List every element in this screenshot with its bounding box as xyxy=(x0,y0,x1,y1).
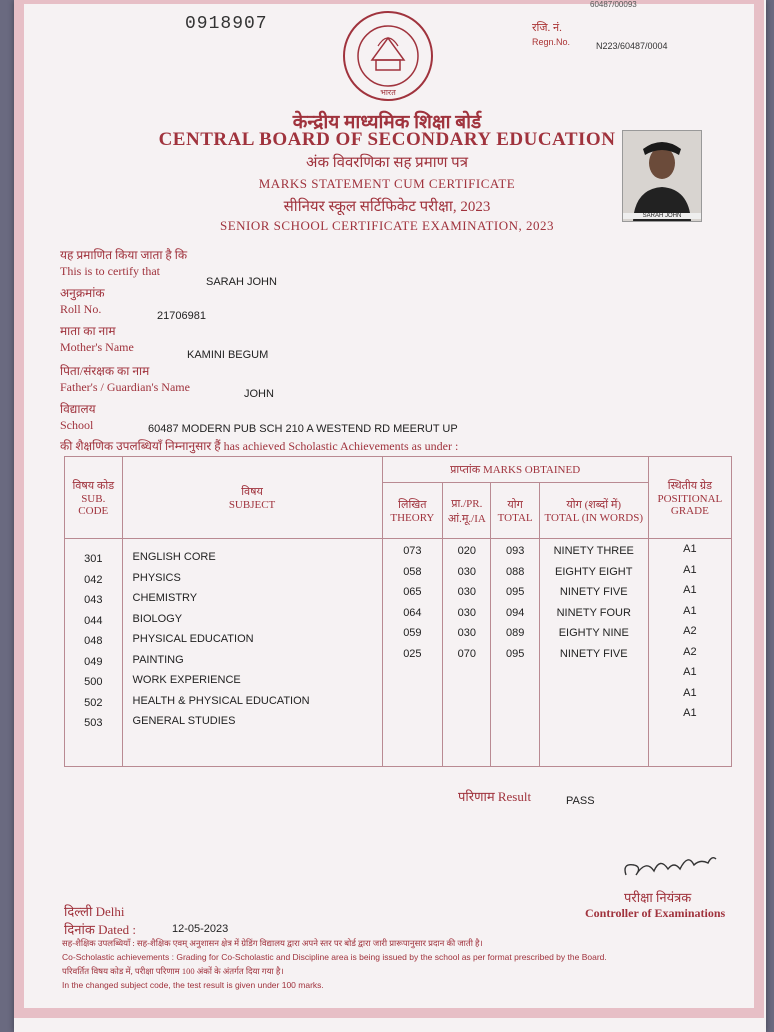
board-name-hindi: केन्द्रीय माध्यमिक शिक्षा बोर्ड xyxy=(292,112,482,133)
regn-label: Regn.No. xyxy=(532,37,571,47)
practical-cell: 030 xyxy=(457,586,477,598)
code-cell: 048 xyxy=(84,635,103,647)
total-cell: 089 xyxy=(505,627,525,639)
serial-number: 0918907 xyxy=(185,14,268,34)
student-photo xyxy=(622,130,702,222)
col-header-grade xyxy=(648,457,731,539)
top-number: 60487/00093 xyxy=(590,0,637,9)
practical-cell: 030 xyxy=(457,565,477,578)
col-header-code xyxy=(65,457,123,539)
date-label: दिनांक Dated : xyxy=(64,922,136,937)
words-cell: EIGHTY NINE xyxy=(558,627,629,639)
father-label-hindi: पिता/संरक्षक का नाम xyxy=(60,364,150,378)
words-column xyxy=(539,539,648,767)
col-header-practical-line1: प्रा./PR. xyxy=(451,497,483,510)
subject-cell: PAINTING xyxy=(132,653,184,666)
total-column xyxy=(491,539,539,767)
theory-cell: 058 xyxy=(403,565,422,578)
col-header-total-en: TOTAL xyxy=(497,512,533,524)
col-header-total xyxy=(491,483,539,539)
marks-table xyxy=(64,456,732,767)
col-header-words xyxy=(539,483,648,539)
col-header-words-hindi: योग (शब्दों में) xyxy=(566,499,622,511)
footnote-1: Co-Scholastic achievements : Grading for Co-Scholastic and Discipline area is being issued by the school as per format prescribed by the Board. xyxy=(62,952,607,962)
subject-cell: PHYSICAL EDUCATION xyxy=(132,633,254,645)
regn-label-hindi: रजि. नं. xyxy=(532,22,562,34)
achievements-intro: की शैक्षणिक उपलब्धियाँ निम्नानुसार हैं has achieved Scholastic Achievements as under : xyxy=(60,439,459,453)
controller-title: Controller of Examinations xyxy=(585,906,726,920)
title-hindi: अंक विवरणिका सह प्रमाण पत्र xyxy=(306,155,468,171)
grade-cell: A2 xyxy=(683,645,697,658)
mother-label: Mother's Name xyxy=(60,340,134,354)
person-silhouette-icon xyxy=(623,131,701,221)
code-cell: 503 xyxy=(84,717,103,729)
subject-cell: PHYSICS xyxy=(132,571,181,584)
practical-column xyxy=(443,539,491,767)
subjects-column xyxy=(122,539,382,767)
certify-label: This is to certify that xyxy=(60,264,160,278)
theory-cell: 064 xyxy=(403,606,422,619)
code-cell: 301 xyxy=(84,553,103,565)
grade-cell: A1 xyxy=(683,666,697,678)
theory-cell: 059 xyxy=(403,627,422,639)
code-cell: 502 xyxy=(84,696,103,709)
subject-cell: BIOLOGY xyxy=(132,612,183,625)
roll-number: 21706981 xyxy=(157,310,206,322)
code-cell: 049 xyxy=(84,655,103,668)
footnote-2: In the changed subject code, the test result is given under 100 marks. xyxy=(62,980,324,990)
col-header-grade-hindi: स्थितीय ग्रेड xyxy=(667,480,712,492)
roll-label: Roll No. xyxy=(60,302,102,316)
board-name: CENTRAL BOARD OF SECONDARY EDUCATION xyxy=(158,129,616,150)
exam-name-hindi: सीनियर स्कूल सर्टिफिकेट परीक्षा, 2023 xyxy=(283,199,491,215)
col-header-subject-en: SUBJECT xyxy=(228,499,276,511)
code-cell: 043 xyxy=(84,594,103,606)
total-cell: 095 xyxy=(505,647,525,660)
col-header-words-en: TOTAL (IN WORDS) xyxy=(544,512,644,524)
controller-title-hindi: परीक्षा नियंत्रक xyxy=(624,890,692,905)
father-name: JOHN xyxy=(244,388,274,400)
col-header-total-hindi: योग xyxy=(507,499,523,511)
result-value: PASS xyxy=(566,795,595,807)
col-header-practical xyxy=(443,483,491,539)
col-header-code-en2: CODE xyxy=(78,505,109,517)
theory-cell: 025 xyxy=(403,647,422,660)
words-cell: NINETY THREE xyxy=(553,545,634,557)
theory-column xyxy=(382,539,443,767)
code-cell: 044 xyxy=(84,614,103,627)
total-cell: 095 xyxy=(505,586,525,598)
grade-cell: A1 xyxy=(683,563,697,576)
col-header-practical-line2: आं.मू./IA xyxy=(447,512,486,525)
subject-cell: ENGLISH CORE xyxy=(132,551,216,563)
grade-cell: A2 xyxy=(683,625,697,637)
practical-cell: 030 xyxy=(457,606,477,619)
col-header-code-en1: SUB. xyxy=(81,493,106,505)
certify-label-hindi: यह प्रमाणित किया जाता है कि xyxy=(60,248,188,262)
col-header-code-hindi: विषय कोड xyxy=(72,480,115,492)
subject-cell: HEALTH & PHYSICAL EDUCATION xyxy=(132,694,310,707)
grade-cell: A1 xyxy=(683,686,697,699)
grade-cell: A1 xyxy=(683,584,697,596)
grade-cell: A1 xyxy=(683,543,697,555)
school-label-hindi: विद्यालय xyxy=(60,402,96,416)
col-header-grade-en1: POSITIONAL xyxy=(657,493,723,505)
subject-cell: CHEMISTRY xyxy=(132,592,198,604)
words-cell: EIGHTY EIGHT xyxy=(555,565,633,578)
mother-label-hindi: माता का नाम xyxy=(60,324,116,338)
practical-cell: 020 xyxy=(457,545,477,557)
result-label: परिणाम Result xyxy=(458,789,532,804)
issue-date: 12-05-2023 xyxy=(172,923,229,935)
school-name: 60487 MODERN PUB SCH 210 A WESTEND RD MEERUT UP xyxy=(148,423,458,435)
col-header-grade-en2: GRADE xyxy=(670,505,709,517)
school-label: School xyxy=(60,418,94,432)
cbse-seal-logo xyxy=(342,10,434,102)
controller-signature xyxy=(620,845,720,885)
grade-cell: A1 xyxy=(683,707,697,719)
theory-cell: 065 xyxy=(403,586,422,598)
total-cell: 093 xyxy=(505,545,525,557)
total-cell: 088 xyxy=(505,565,525,578)
words-cell: NINETY FOUR xyxy=(556,606,631,619)
regn-number: N223/60487/0004 xyxy=(596,41,668,51)
col-header-marks: प्राप्तांक MARKS OBTAINED xyxy=(382,457,648,483)
col-header-theory-en: THEORY xyxy=(390,512,435,524)
footnote-1-hindi: सह-शैक्षिक उपलब्धियाँ : सह-शैक्षिक एवम् अनुशासन क्षेत्र में ग्रेडिंग विद्यालय द्वारा अपने स्तर पर बोर्ड द्वारा जारी प्रारूपानुसार प्रदान की जाती है। xyxy=(62,938,483,948)
col-header-subject xyxy=(122,457,382,539)
grades-column xyxy=(648,539,731,767)
mother-name: KAMINI BEGUM xyxy=(187,349,269,361)
code-cell: 042 xyxy=(84,573,103,586)
codes-column xyxy=(65,539,123,767)
place-label: दिल्ली Delhi xyxy=(64,904,125,919)
words-cell: NINETY FIVE xyxy=(559,647,628,660)
document-title: MARKS STATEMENT CUM CERTIFICATE xyxy=(258,176,516,191)
subject-cell: WORK EXPERIENCE xyxy=(132,674,241,686)
practical-cell: 070 xyxy=(457,647,477,660)
student-name: SARAH JOHN xyxy=(206,276,277,288)
seal-caption: भारत xyxy=(380,88,396,97)
code-cell: 500 xyxy=(84,676,103,688)
roll-label-hindi: अनुक्रमांक xyxy=(60,286,105,300)
practical-cell: 030 xyxy=(457,627,477,639)
col-header-subject-hindi: विषय xyxy=(241,486,263,498)
total-cell: 094 xyxy=(505,606,525,619)
grade-cell: A1 xyxy=(683,604,697,617)
col-header-theory xyxy=(382,483,443,539)
photo-caption: SARAH JOHN xyxy=(623,213,701,219)
exam-name: SENIOR SCHOOL CERTIFICATE EXAMINATION, 2023 xyxy=(219,218,555,233)
footnote-2-hindi: परिवर्तित विषय कोड में, परीक्षा परिणाम 100 अंकों के अंतर्गत दिया गया है। xyxy=(62,966,284,976)
words-cell: NINETY FIVE xyxy=(559,586,628,598)
theory-cell: 073 xyxy=(403,545,422,557)
father-label: Father's / Guardian's Name xyxy=(60,380,190,394)
col-header-theory-hindi: लिखित xyxy=(398,499,427,511)
subject-cell: GENERAL STUDIES xyxy=(132,715,236,727)
